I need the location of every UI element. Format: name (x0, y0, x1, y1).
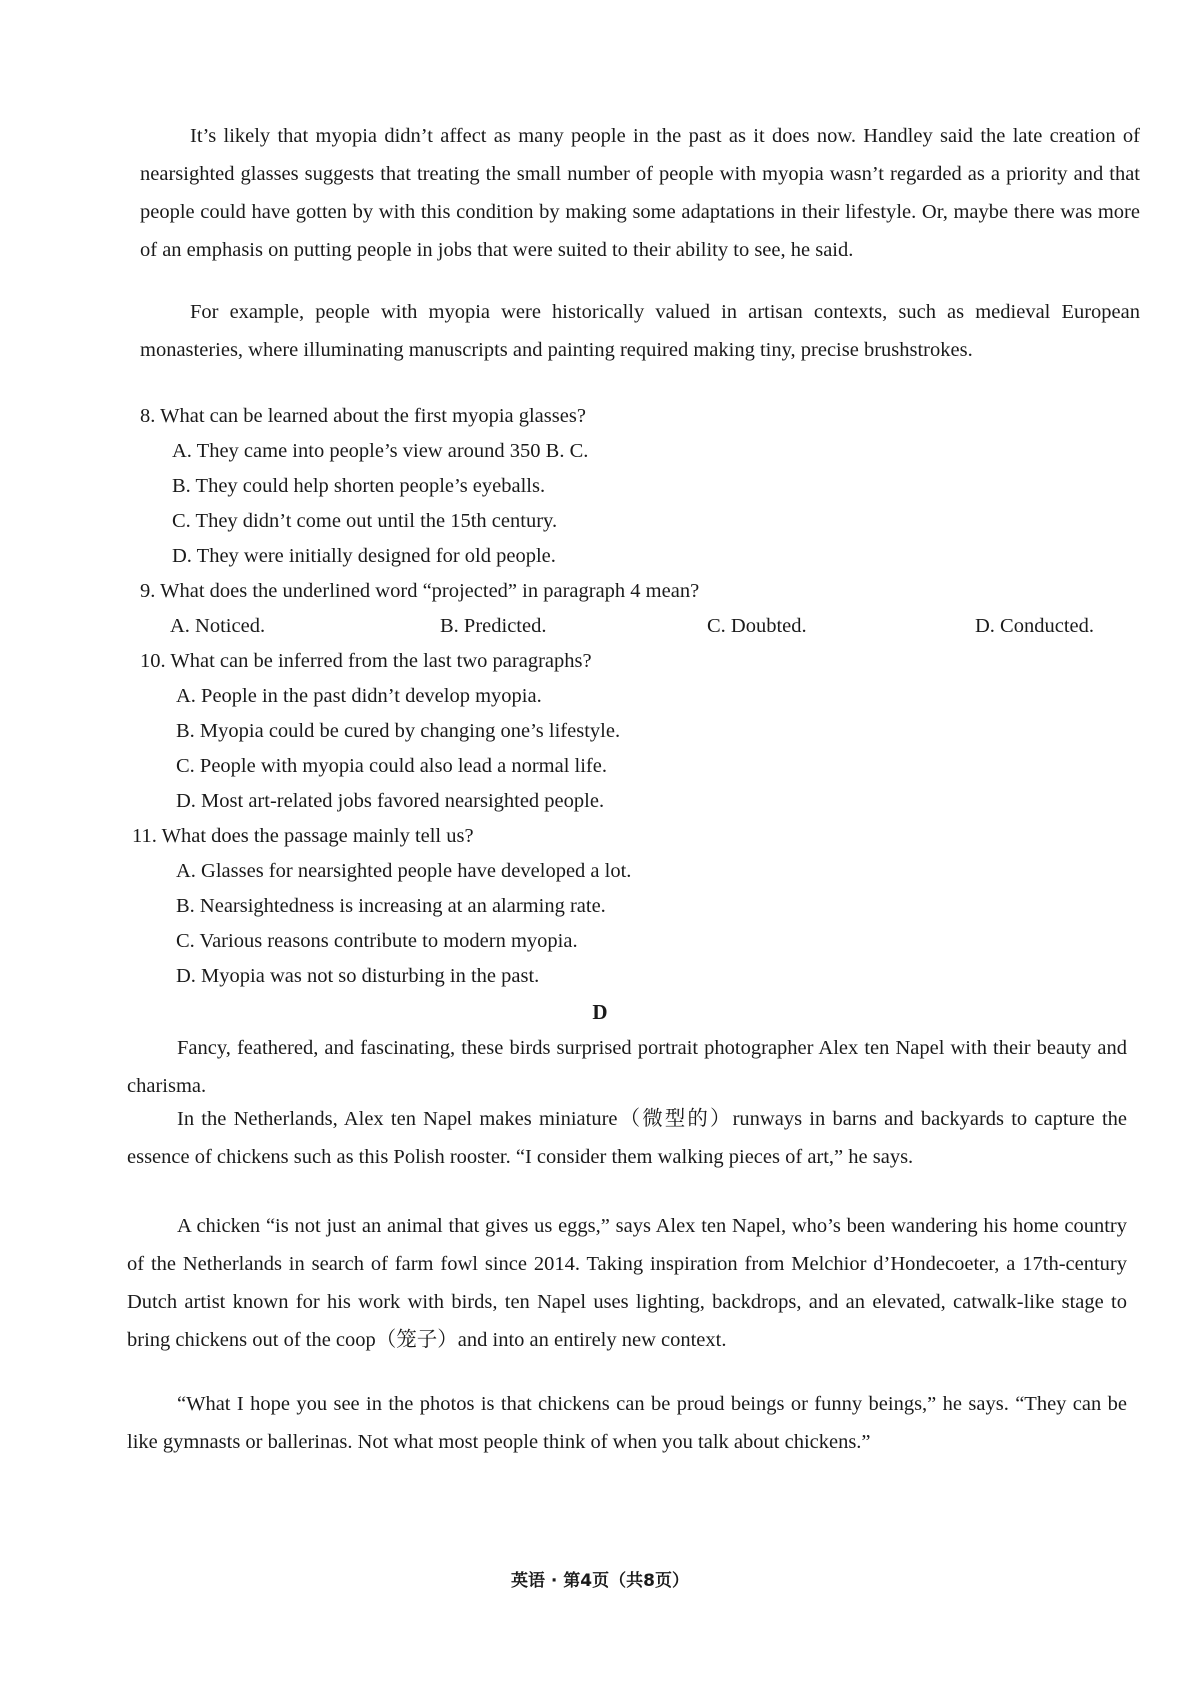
section-d-heading: D (592, 1000, 608, 1024)
question-11-option-c: C. Various reasons contribute to modern myopia. (176, 930, 578, 952)
question-9-option-a: A. Noticed. (170, 615, 266, 637)
question-10-option-d: D. Most art-related jobs favored nearsighted people. (176, 790, 605, 812)
passage-d-paragraph-2: In the Netherlands, Alex ten Napel makes miniature（微型的）runways in barns and backyards to capture the essence of chickens such as this Polish rooster. “I consider them walking pieces of art,” he says. (127, 1108, 1127, 1168)
page-footer: 英语 · 第4页（共8页） (511, 1571, 689, 1591)
question-8-option-b: B. They could help shorten people’s eyeballs. (172, 475, 546, 497)
question-11-option-d: D. Myopia was not so disturbing in the past. (176, 965, 540, 987)
question-9-stem: 9. What does the underlined word “projected” in paragraph 4 mean? (140, 580, 700, 602)
passage-d-paragraph-1: Fancy, feathered, and fascinating, these birds surprised portrait photographer Alex ten Napel with their beauty and charisma. (127, 1037, 1127, 1097)
passage-c-paragraph-2: For example, people with myopia were historically valued in artisan contexts, such as medieval European monasteries, where illuminating manuscripts and painting required making tiny, precise brushstrokes. (140, 301, 1140, 361)
question-10-option-b: B. Myopia could be cured by changing one’s lifestyle. (176, 720, 621, 742)
passage-c-paragraph-1: It’s likely that myopia didn’t affect as many people in the past as it does now. Handley said the late creation of nearsighted glasses suggests that treating the small number of people with myopia wasn’t regarded as a priority and that people could have gotten by with this condition by making some adaptations in their lifestyle. Or, maybe there was more of an emphasis on putting people in jobs that were suited to their ability to see, he said. (140, 125, 1140, 261)
question-10-option-c: C. People with myopia could also lead a normal life. (176, 755, 607, 777)
question-8-option-c: C. They didn’t come out until the 15th century. (172, 510, 558, 532)
question-8-option-d: D. They were initially designed for old people. (172, 545, 556, 567)
question-9-option-b: B. Predicted. (440, 615, 547, 637)
question-11-option-b: B. Nearsightedness is increasing at an alarming rate. (176, 895, 606, 917)
question-10-stem: 10. What can be inferred from the last two paragraphs? (140, 650, 592, 672)
question-10-option-a: A. People in the past didn’t develop myopia. (176, 685, 542, 707)
question-11-stem: 11. What does the passage mainly tell us? (132, 825, 474, 847)
question-11-option-a: A. Glasses for nearsighted people have developed a lot. (176, 860, 632, 882)
question-9-option-c: C. Doubted. (707, 615, 807, 637)
passage-d-paragraph-4: “What I hope you see in the photos is that chickens can be proud beings or funny beings,” he says. “They can be like gymnasts or ballerinas. Not what most people think of when you talk about chickens.” (127, 1393, 1127, 1453)
question-8-option-a: A. They came into people’s view around 350 B. C. (172, 440, 589, 462)
question-8-stem: 8. What can be learned about the first myopia glasses? (140, 405, 586, 427)
question-9-option-d: D. Conducted. (975, 615, 1094, 637)
passage-d-paragraph-3: A chicken “is not just an animal that gives us eggs,” says Alex ten Napel, who’s been wandering his home country of the Netherlands in search of farm fowl since 2014. Taking inspiration from Melchior d’Hondecoeter, a 17th-century Dutch artist known for his work with birds, ten Napel uses lighting, backdrops, and an elevated, catwalk-like stage to bring chickens out of the coop（笼子）and into an entirely new context. (127, 1215, 1127, 1351)
